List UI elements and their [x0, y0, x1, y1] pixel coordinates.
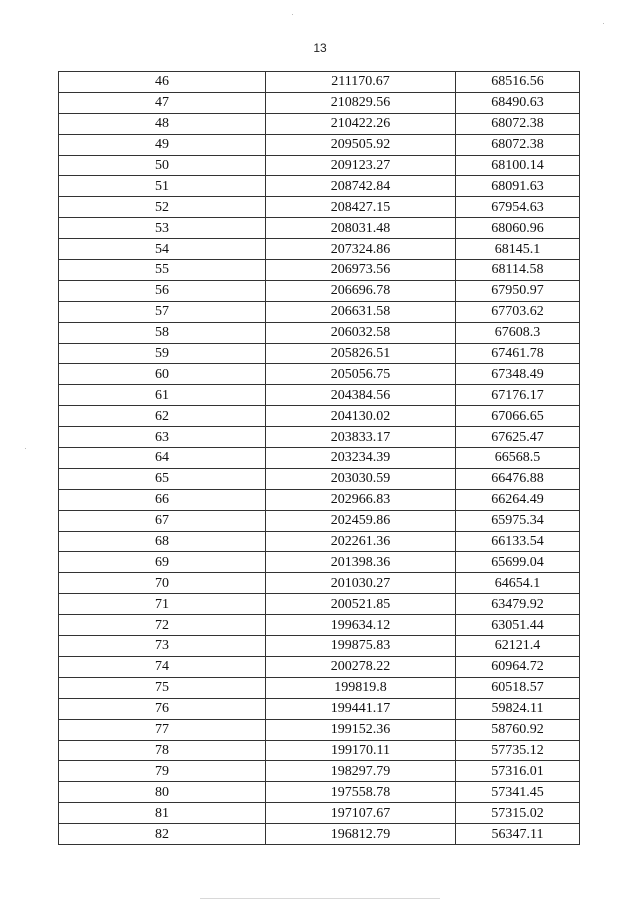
- value-cell-b: 67176.17: [456, 385, 580, 406]
- index-cell: 67: [59, 510, 266, 531]
- value-cell-a: 205056.75: [266, 364, 456, 385]
- value-cell-a: 209123.27: [266, 155, 456, 176]
- table-row: [59, 72, 580, 93]
- value-cell-a: 199875.83: [266, 636, 456, 657]
- value-cell-a: 203833.17: [266, 427, 456, 448]
- bottom-rule: [200, 898, 440, 899]
- table-row: [59, 468, 580, 489]
- index-cell: 73: [59, 636, 266, 657]
- index-cell: 53: [59, 218, 266, 239]
- value-cell-b: 66133.54: [456, 531, 580, 552]
- value-cell-a: 205826.51: [266, 343, 456, 364]
- index-cell: 66: [59, 489, 266, 510]
- value-cell-b: 68100.14: [456, 155, 580, 176]
- value-cell-b: 67608.3: [456, 322, 580, 343]
- index-cell: 51: [59, 176, 266, 197]
- value-cell-b: 67950.97: [456, 280, 580, 301]
- value-cell-b: 66264.49: [456, 489, 580, 510]
- value-cell-a: 208427.15: [266, 197, 456, 218]
- value-cell-a: 199152.36: [266, 719, 456, 740]
- index-cell: 60: [59, 364, 266, 385]
- index-cell: 77: [59, 719, 266, 740]
- value-cell-a: 200278.22: [266, 656, 456, 677]
- value-cell-a: 207324.86: [266, 239, 456, 260]
- table-row: [59, 636, 580, 657]
- table-row: [59, 552, 580, 573]
- value-cell-b: 63051.44: [456, 615, 580, 636]
- value-cell-b: 60964.72: [456, 656, 580, 677]
- value-cell-b: 62121.4: [456, 636, 580, 657]
- value-cell-a: 204384.56: [266, 385, 456, 406]
- value-cell-a: 206032.58: [266, 322, 456, 343]
- value-cell-b: 57341.45: [456, 782, 580, 803]
- value-cell-b: 65975.34: [456, 510, 580, 531]
- value-cell-a: 210422.26: [266, 113, 456, 134]
- value-cell-b: 67348.49: [456, 364, 580, 385]
- index-cell: 64: [59, 448, 266, 469]
- value-cell-a: 202966.83: [266, 489, 456, 510]
- table-row: [59, 489, 580, 510]
- index-cell: 46: [59, 72, 266, 93]
- value-cell-b: 59824.11: [456, 698, 580, 719]
- index-cell: 78: [59, 740, 266, 761]
- table-row: [59, 301, 580, 322]
- value-cell-a: 197558.78: [266, 782, 456, 803]
- index-cell: 75: [59, 677, 266, 698]
- table-row: [59, 343, 580, 364]
- value-cell-b: 66476.88: [456, 468, 580, 489]
- index-cell: 71: [59, 594, 266, 615]
- index-cell: 76: [59, 698, 266, 719]
- index-cell: 74: [59, 656, 266, 677]
- table-row: [59, 594, 580, 615]
- index-cell: 55: [59, 260, 266, 281]
- value-cell-b: 57315.02: [456, 803, 580, 824]
- table-row: [59, 134, 580, 155]
- scan-speck: [25, 448, 26, 449]
- table-row: [59, 155, 580, 176]
- value-cell-a: 208031.48: [266, 218, 456, 239]
- index-cell: 59: [59, 343, 266, 364]
- value-cell-a: 206973.56: [266, 260, 456, 281]
- table-row: [59, 218, 580, 239]
- table-row: [59, 239, 580, 260]
- value-cell-b: 68114.58: [456, 260, 580, 281]
- table-row: [59, 364, 580, 385]
- table-row: [59, 260, 580, 281]
- table-row: [59, 448, 580, 469]
- value-cell-a: 203030.59: [266, 468, 456, 489]
- value-cell-b: 67625.47: [456, 427, 580, 448]
- value-cell-b: 58760.92: [456, 719, 580, 740]
- table-row: [59, 573, 580, 594]
- value-cell-b: 57316.01: [456, 761, 580, 782]
- value-cell-b: 63479.92: [456, 594, 580, 615]
- table-row: [59, 427, 580, 448]
- index-cell: 47: [59, 92, 266, 113]
- index-cell: 65: [59, 468, 266, 489]
- value-cell-b: 57735.12: [456, 740, 580, 761]
- value-cell-b: 68072.38: [456, 113, 580, 134]
- index-cell: 72: [59, 615, 266, 636]
- value-cell-a: 196812.79: [266, 824, 456, 845]
- index-cell: 81: [59, 803, 266, 824]
- scan-speck: [292, 14, 293, 15]
- value-cell-a: 206631.58: [266, 301, 456, 322]
- value-cell-a: 211170.67: [266, 72, 456, 93]
- table-row: [59, 824, 580, 845]
- scan-speck: [603, 23, 604, 24]
- value-cell-a: 199819.8: [266, 677, 456, 698]
- table-row: [59, 385, 580, 406]
- index-cell: 57: [59, 301, 266, 322]
- value-cell-b: 67954.63: [456, 197, 580, 218]
- index-cell: 79: [59, 761, 266, 782]
- table-row: [59, 615, 580, 636]
- page-number: 13: [313, 41, 327, 55]
- value-cell-a: 209505.92: [266, 134, 456, 155]
- value-cell-a: 206696.78: [266, 280, 456, 301]
- value-cell-a: 199634.12: [266, 615, 456, 636]
- table-row: [59, 531, 580, 552]
- index-cell: 52: [59, 197, 266, 218]
- index-cell: 62: [59, 406, 266, 427]
- table-row: [59, 656, 580, 677]
- value-cell-b: 68072.38: [456, 134, 580, 155]
- value-cell-b: 67703.62: [456, 301, 580, 322]
- index-cell: 82: [59, 824, 266, 845]
- index-cell: 63: [59, 427, 266, 448]
- value-cell-a: 208742.84: [266, 176, 456, 197]
- table-row: [59, 197, 580, 218]
- value-cell-a: 200521.85: [266, 594, 456, 615]
- table-row: [59, 803, 580, 824]
- index-cell: 80: [59, 782, 266, 803]
- value-cell-b: 68091.63: [456, 176, 580, 197]
- table-row: [59, 92, 580, 113]
- value-cell-b: 56347.11: [456, 824, 580, 845]
- table-row: [59, 782, 580, 803]
- table-row: [59, 406, 580, 427]
- index-cell: 48: [59, 113, 266, 134]
- table-row: [59, 176, 580, 197]
- table-row: [59, 740, 580, 761]
- value-cell-a: 202459.86: [266, 510, 456, 531]
- index-cell: 50: [59, 155, 266, 176]
- value-cell-a: 204130.02: [266, 406, 456, 427]
- value-cell-a: 202261.36: [266, 531, 456, 552]
- table-body: [59, 72, 580, 845]
- index-cell: 70: [59, 573, 266, 594]
- table-row: [59, 719, 580, 740]
- data-table: [58, 71, 580, 845]
- value-cell-b: 65699.04: [456, 552, 580, 573]
- table-row: [59, 322, 580, 343]
- value-cell-b: 68145.1: [456, 239, 580, 260]
- value-cell-b: 66568.5: [456, 448, 580, 469]
- value-cell-b: 67461.78: [456, 343, 580, 364]
- index-cell: 68: [59, 531, 266, 552]
- index-cell: 58: [59, 322, 266, 343]
- table-row: [59, 510, 580, 531]
- value-cell-b: 67066.65: [456, 406, 580, 427]
- index-cell: 54: [59, 239, 266, 260]
- value-cell-b: 68490.63: [456, 92, 580, 113]
- value-cell-a: 201030.27: [266, 573, 456, 594]
- value-cell-b: 60518.57: [456, 677, 580, 698]
- value-cell-b: 68060.96: [456, 218, 580, 239]
- table-row: [59, 677, 580, 698]
- value-cell-a: 199170.11: [266, 740, 456, 761]
- table-row: [59, 698, 580, 719]
- value-cell-a: 201398.36: [266, 552, 456, 573]
- table-row: [59, 280, 580, 301]
- index-cell: 61: [59, 385, 266, 406]
- index-cell: 49: [59, 134, 266, 155]
- value-cell-a: 197107.67: [266, 803, 456, 824]
- value-cell-a: 198297.79: [266, 761, 456, 782]
- value-cell-a: 199441.17: [266, 698, 456, 719]
- value-cell-b: 68516.56: [456, 72, 580, 93]
- index-cell: 69: [59, 552, 266, 573]
- table-row: [59, 761, 580, 782]
- table-row: [59, 113, 580, 134]
- value-cell-a: 210829.56: [266, 92, 456, 113]
- value-cell-b: 64654.1: [456, 573, 580, 594]
- value-cell-a: 203234.39: [266, 448, 456, 469]
- index-cell: 56: [59, 280, 266, 301]
